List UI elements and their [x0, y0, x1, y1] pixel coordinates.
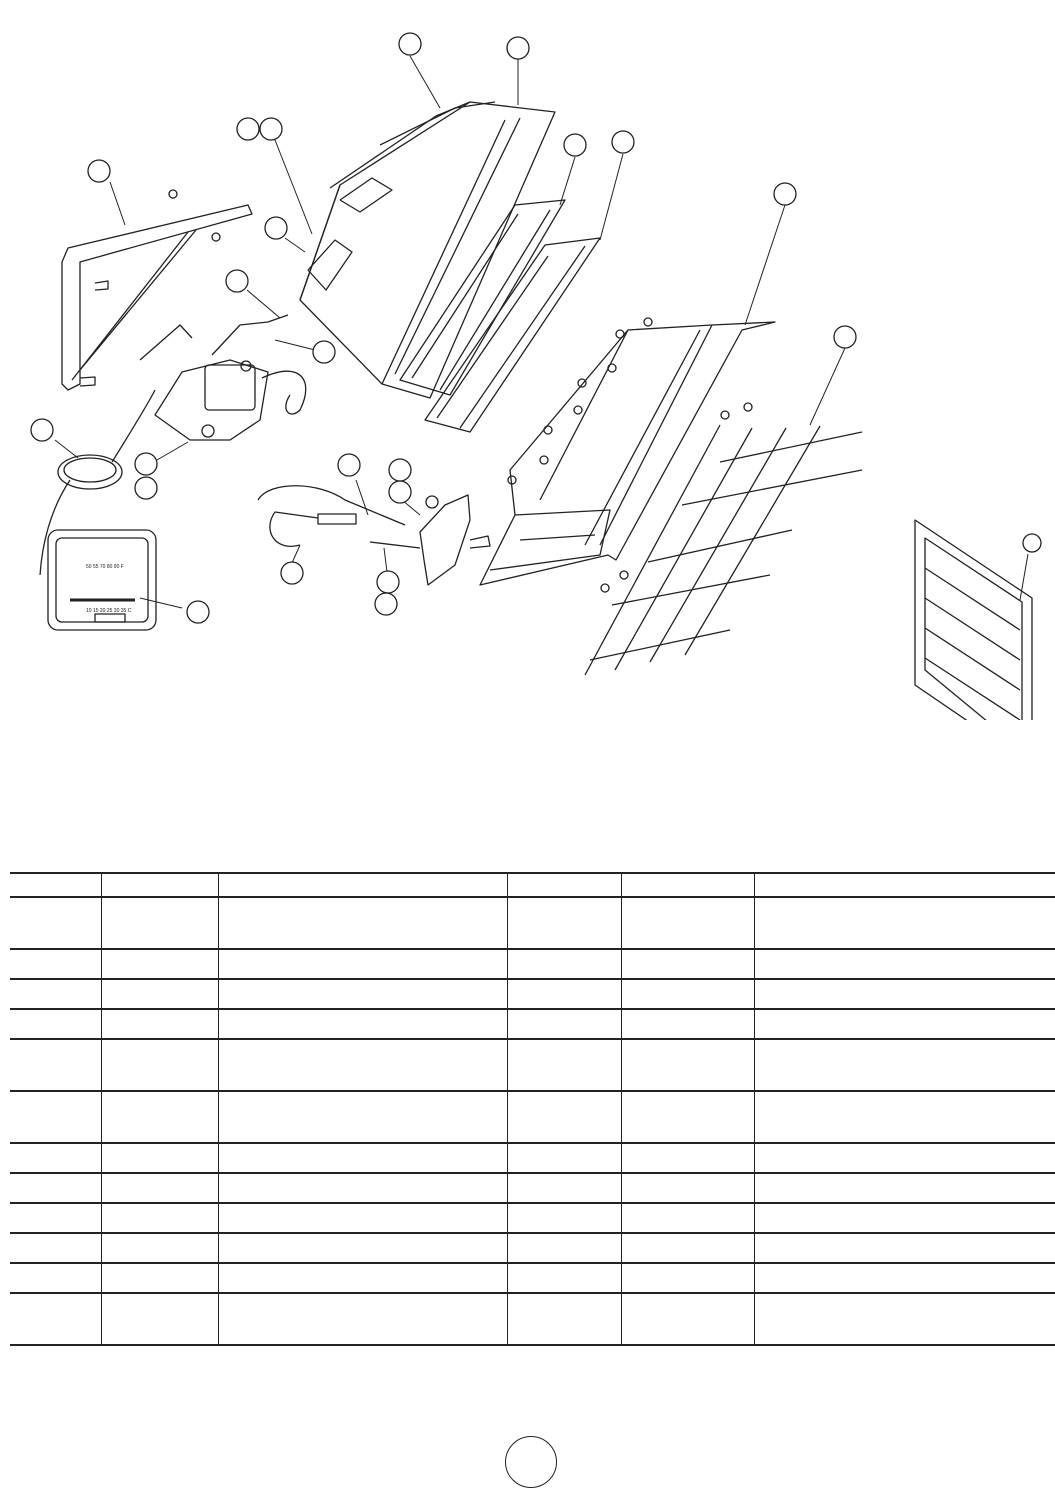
- table-cell: [621, 1143, 754, 1173]
- table-header-cell: [754, 873, 1055, 897]
- thermostat-scale-bottom: 10 15 20 25 30 35 C: [86, 608, 132, 614]
- table-row: [10, 1143, 1055, 1173]
- table-cell: [754, 1009, 1055, 1039]
- callout-circle: [135, 477, 157, 499]
- callout-circle: [260, 118, 282, 140]
- table-cell: [10, 949, 101, 979]
- table-row: [10, 1233, 1055, 1263]
- table-cell: [101, 1263, 218, 1293]
- table-cell: [101, 1091, 218, 1143]
- wall-louver: [915, 520, 1032, 720]
- table-cell: [218, 1009, 507, 1039]
- table-header-cell: [621, 873, 754, 897]
- table-cell: [621, 1039, 754, 1091]
- thermostat: [48, 530, 156, 630]
- table-cell: [218, 1203, 507, 1233]
- callout-circle: [564, 134, 586, 156]
- table-cell: [101, 1203, 218, 1233]
- table-cell: [507, 1233, 621, 1263]
- table-header-cell: [507, 873, 621, 897]
- callout-circle: [612, 131, 634, 153]
- table-row: [10, 1091, 1055, 1143]
- page-number: [505, 1436, 557, 1488]
- table-cell: [101, 1173, 218, 1203]
- table-cell: [101, 1009, 218, 1039]
- table-row: [10, 1039, 1055, 1091]
- table-cell: [10, 1009, 101, 1039]
- table-cell: [621, 949, 754, 979]
- table-cell: [218, 979, 507, 1009]
- table-cell: [621, 1263, 754, 1293]
- gas-valve: [140, 315, 306, 440]
- table-cell: [10, 897, 101, 949]
- callout-circle: [313, 341, 335, 363]
- table-cell: [101, 897, 218, 949]
- table-cell: [507, 979, 621, 1009]
- table-cell: [621, 1091, 754, 1143]
- table-row: [10, 1203, 1055, 1233]
- callout-circle: [187, 601, 209, 623]
- callout-circle: [281, 562, 303, 584]
- table-cell: [507, 1143, 621, 1173]
- table-cell: [621, 1293, 754, 1345]
- wall-bracket: [62, 190, 252, 390]
- table-cell: [10, 1203, 101, 1233]
- table-cell: [10, 1233, 101, 1263]
- leader-lines: [55, 56, 1028, 608]
- table-cell: [621, 1203, 754, 1233]
- table-header-cell: [10, 873, 101, 897]
- burner-plate: [425, 238, 600, 432]
- table-cell: [10, 1091, 101, 1143]
- parts-table: [10, 872, 1055, 1346]
- callout-circle: [399, 33, 421, 55]
- table-cell: [218, 897, 507, 949]
- callout-circle: [774, 183, 796, 205]
- table-cell: [218, 1143, 507, 1173]
- burner-tray: [400, 200, 565, 395]
- table-cell: [101, 1039, 218, 1091]
- callout-circle: [1023, 534, 1041, 552]
- table-cell: [218, 1263, 507, 1293]
- table-cell: [507, 949, 621, 979]
- callout-circle: [389, 459, 411, 481]
- table-cell: [507, 1009, 621, 1039]
- table-cell: [101, 949, 218, 979]
- table-cell: [507, 1293, 621, 1345]
- table-cell: [218, 1173, 507, 1203]
- callout-circle: [135, 453, 157, 475]
- deflector-housing: [480, 322, 775, 585]
- callout-circle: [377, 571, 399, 593]
- table-header-row: [10, 873, 1055, 897]
- table-cell: [754, 979, 1055, 1009]
- table-row: [10, 949, 1055, 979]
- table-cell: [218, 1293, 507, 1345]
- table-cell: [507, 1039, 621, 1091]
- table-row: [10, 1009, 1055, 1039]
- table-cell: [754, 897, 1055, 949]
- exploded-parts-diagram: [0, 0, 1055, 720]
- table-cell: [101, 979, 218, 1009]
- callout-circle: [338, 454, 360, 476]
- table-cell: [621, 1233, 754, 1263]
- callout-circle: [237, 118, 259, 140]
- table-cell: [218, 949, 507, 979]
- table-cell: [754, 1091, 1055, 1143]
- callout-circle: [88, 160, 110, 182]
- table-cell: [754, 949, 1055, 979]
- table-cell: [621, 979, 754, 1009]
- table-cell: [754, 1039, 1055, 1091]
- callout-circle: [375, 593, 397, 615]
- thermostat-scale-top: 50 55 70 80 90 F: [86, 564, 124, 570]
- table-cell: [10, 1293, 101, 1345]
- table-cell: [101, 1293, 218, 1345]
- fasteners: [508, 318, 752, 592]
- table-cell: [754, 1173, 1055, 1203]
- table-cell: [507, 1173, 621, 1203]
- table-cell: [507, 1091, 621, 1143]
- table-cell: [10, 1263, 101, 1293]
- table-cell: [218, 1039, 507, 1091]
- table-row: [10, 979, 1055, 1009]
- table-cell: [754, 1233, 1055, 1263]
- table-cell: [10, 1039, 101, 1091]
- table-cell: [101, 1233, 218, 1263]
- callout-circle: [834, 326, 856, 348]
- table-header-cell: [218, 873, 507, 897]
- table-row: [10, 1293, 1055, 1345]
- table-cell: [10, 979, 101, 1009]
- table-cell: [507, 1263, 621, 1293]
- table-row: [10, 897, 1055, 949]
- table-cell: [621, 1173, 754, 1203]
- callout-circle: [389, 481, 411, 503]
- table-cell: [507, 897, 621, 949]
- table-cell: [621, 897, 754, 949]
- table-cell: [754, 1293, 1055, 1345]
- fan-guard-grille: [585, 425, 862, 675]
- table-row: [10, 1263, 1055, 1293]
- table-cell: [218, 1091, 507, 1143]
- table-cell: [101, 1143, 218, 1173]
- table-row: [10, 1173, 1055, 1203]
- callout-circle: [226, 270, 248, 292]
- table-cell: [621, 1009, 754, 1039]
- callout-circle: [507, 37, 529, 59]
- table-cell: [754, 1263, 1055, 1293]
- table-cell: [218, 1233, 507, 1263]
- callout-circle: [265, 217, 287, 239]
- table-cell: [10, 1173, 101, 1203]
- table-cell: [754, 1143, 1055, 1173]
- callout-circle: [31, 419, 53, 441]
- thermocouple: [258, 486, 405, 547]
- table-header-cell: [101, 873, 218, 897]
- table-cell: [10, 1143, 101, 1173]
- table-cell: [754, 1203, 1055, 1233]
- table-cell: [507, 1203, 621, 1233]
